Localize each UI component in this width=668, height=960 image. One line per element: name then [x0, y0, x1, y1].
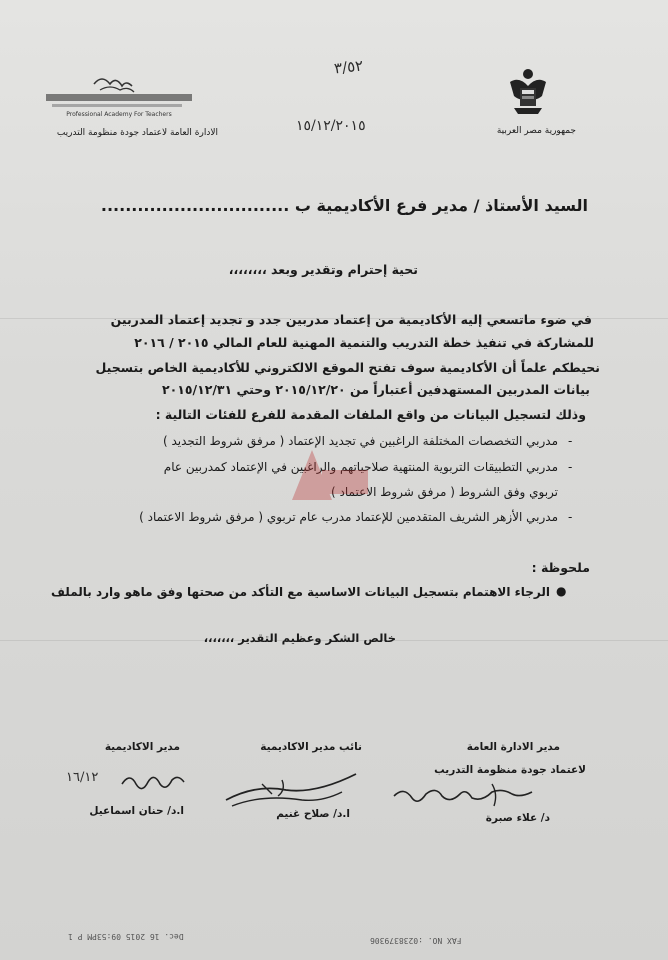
handwritten-reference: ٣/٥٢ — [333, 56, 365, 78]
faint-watermark-logo — [282, 440, 372, 510]
category-item-2-cont: تربوي وفق الشروط ( مرفق شروط الاعتماد ) — [331, 485, 558, 499]
right-handwritten-signature — [392, 778, 542, 812]
list-dash: - — [568, 510, 573, 524]
signatory-middle-name: ا.د/ صلاح غنيم — [276, 808, 350, 820]
left-handwritten-date: ١٦/١٢ — [66, 770, 99, 785]
body-line-2: للمشاركة في تنفيذ خطة التدريب والتنمية المهنية للعام المالي ٢٠١٥ / ٢٠١٦ — [134, 335, 594, 350]
category-item-3: مدربي الأزهر الشريف المتقدمين للإعتماد مدرب عام تربوي ( مرفق شروط الاعتماد ) — [139, 510, 558, 524]
signatory-left-title: مدير الاكاديمية — [104, 741, 180, 753]
body-line-5: وذلك لتسجيل البيانات من واقع الملفات المقدمة للفرع للفئات التالية : — [155, 407, 586, 422]
addressee-line: السيد الأستاذ / مدير فرع الأكاديمية ب ............................... — [100, 196, 588, 215]
academy-logo — [44, 70, 194, 122]
greeting: تحية إحترام وتقدير وبعد ،،،،،،،، — [228, 262, 418, 277]
country-label: جمهورية مصر العربية — [496, 126, 576, 136]
list-dash: - — [568, 460, 573, 474]
signatory-middle-title: نائب مدير الاكاديمية — [260, 741, 362, 753]
left-handwritten-signature — [118, 766, 188, 796]
bullet-icon: ● — [556, 584, 567, 598]
category-item-1: مدربي التخصصات المختلفة الراغبين في تجديد الإعتماد ( مرفق شروط التجديد ) — [163, 434, 558, 448]
signatory-right-name: د/ علاء صبرة — [485, 812, 550, 824]
egypt-eagle-emblem — [508, 66, 548, 122]
handwritten-date: ١٥/١٢/٢٠١٥ — [296, 118, 366, 134]
signatory-right-title: مدير الادارة العامة — [466, 741, 560, 753]
signatory-right-subtitle: لاعتماد جودة منظومة التدريب — [434, 764, 586, 776]
svg-text:Professional Academy For Teach: Professional Academy For Teachers — [66, 111, 172, 118]
middle-handwritten-signature — [222, 770, 362, 812]
note-item: الرجاء الاهتمام بتسجيل البيانات الاساسية مع التأكد من صحتها وفق ماهو وارد بالملف — [51, 585, 550, 599]
body-line-4: بيانات المدربين المستهدفين أعتباراً من ٢٠١٥/١٢/٢٠ وحتي ٢٠١٥/١٢/٣١ — [162, 382, 590, 397]
fax-number-footer: FAX NO. :0238379306 — [370, 936, 462, 945]
fax-date-footer: Dec. 16 2015 09:53PM P 1 — [68, 932, 184, 941]
signatory-left-name: ا.د/ حنان اسماعيل — [89, 805, 184, 817]
list-dash: - — [568, 434, 573, 448]
closing-line: خالص الشكر وعظيم التقدير ،،،،،،، — [203, 631, 396, 645]
admin-department-label: الادارة العامة لاعتماد جودة منظومة التدريب — [56, 128, 218, 138]
category-item-2: مدربي التطبيقات التربوية المنتهية صلاحياتهم والراغبين في الإعتماد كمدربين عام — [163, 460, 558, 474]
body-line-3: نحيطكم علماً أن الأكاديمية سوف تفتح الموقع الالكتروني للأكاديمية الخاص بتسجيل — [95, 360, 600, 375]
note-title: ملحوظة : — [531, 560, 590, 575]
body-line-1: في ضوء ماتسعي إليه الأكاديمية من إعتماد مدربين جدد و تجديد إعتماد المدربين — [110, 312, 592, 327]
